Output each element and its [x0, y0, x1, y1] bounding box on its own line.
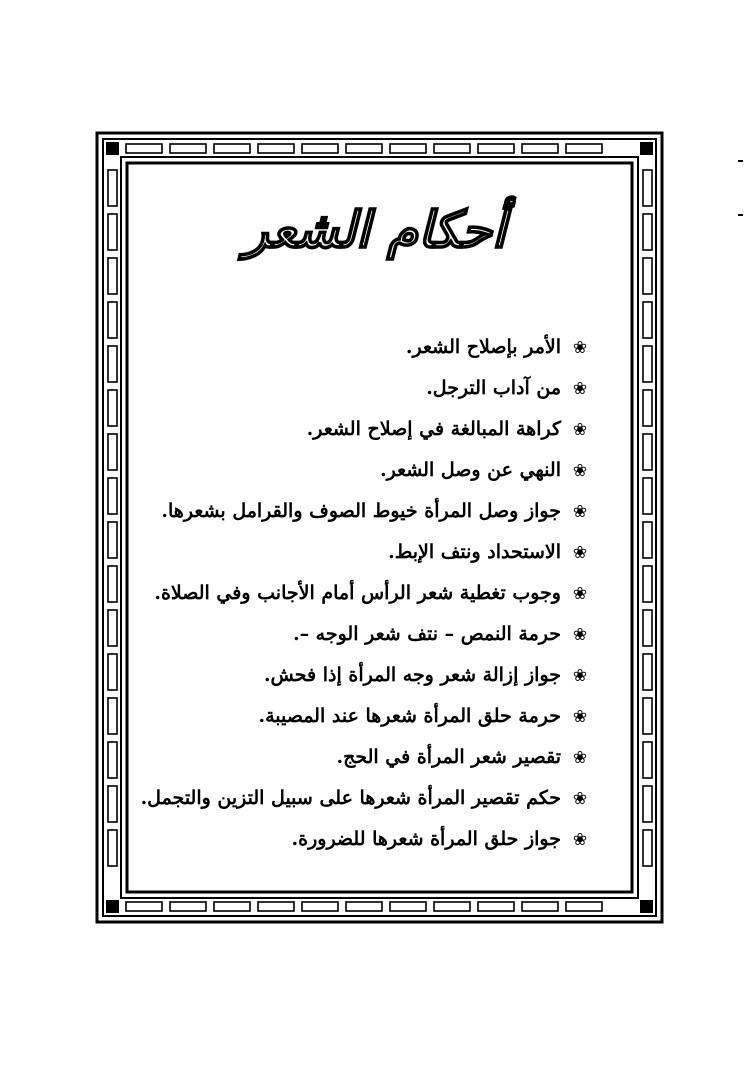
margin-mark: [738, 214, 743, 216]
flower-ornament-icon: ❀: [572, 420, 588, 440]
list-item-text: حرمة النمص – نتف شعر الوجه –.: [292, 623, 561, 645]
border-bar: [643, 346, 652, 382]
border-bar: [126, 902, 162, 911]
list-item: [140, 778, 591, 819]
border-corner: [640, 142, 653, 155]
border-bar: [566, 902, 602, 911]
list-item: [140, 573, 591, 614]
flower-ornament-icon: ❀: [572, 707, 588, 727]
flower-ornament-icon: ❀: [572, 584, 588, 604]
flower-ornament-icon: ❀: [572, 379, 588, 399]
flower-ornament-icon: ❀: [572, 830, 588, 850]
border-corner: [640, 900, 653, 913]
border-bar: [302, 144, 338, 153]
list-item-text: تقصير شعر المرأة في الحج.: [336, 746, 561, 768]
flower-ornament-icon: ❀: [572, 666, 588, 686]
list-item-text: كراهة المبالغة في إصلاح الشعر.: [306, 418, 561, 440]
border-bar: [643, 610, 652, 646]
border-bar: [643, 742, 652, 778]
border-bar: [108, 390, 117, 426]
border-bar: [302, 902, 338, 911]
border-bar: [108, 302, 117, 338]
list-item: [140, 532, 591, 573]
border-bar: [346, 902, 382, 911]
list-item-text: وجوب تغطية شعر الرأس أمام الأجانب وفي الصلاة.: [154, 582, 561, 604]
border-bar: [643, 478, 652, 514]
border-bar: [643, 214, 652, 250]
border-bar: [478, 902, 514, 911]
border-bar: [214, 902, 250, 911]
margin-mark: [738, 160, 743, 162]
list-item-text: جواز إزالة شعر وجه المرأة إذا فحش.: [263, 664, 561, 686]
border-bar: [522, 902, 558, 911]
border-bar: [108, 786, 117, 822]
border-bar: [390, 144, 426, 153]
border-bar: [108, 258, 117, 294]
border-bar: [643, 390, 652, 426]
list-item-text: النهي عن وصل الشعر.: [379, 459, 561, 481]
border-bar: [643, 302, 652, 338]
border-bar: [170, 144, 206, 153]
border-bar: [346, 144, 382, 153]
border-bar: [258, 144, 294, 153]
topics-list: [140, 327, 591, 860]
list-item: [140, 409, 591, 450]
border-bar: [643, 434, 652, 470]
border-bar: [108, 566, 117, 602]
list-item: [140, 614, 591, 655]
border-bar: [478, 144, 514, 153]
border-corner: [106, 900, 119, 913]
border-bar: [108, 830, 117, 866]
border-bar: [108, 434, 117, 470]
border-bar: [434, 902, 470, 911]
list-item-text: الأمر بإصلاح الشعر.: [405, 336, 561, 358]
border-bar: [258, 902, 294, 911]
flower-ornament-icon: ❀: [572, 789, 588, 809]
list-item-text: حكم تقصير المرأة شعرها على سبيل التزين والتجمل.: [140, 787, 561, 809]
border-bar: [108, 698, 117, 734]
list-item: [140, 491, 591, 532]
border-bar: [108, 214, 117, 250]
border-bar: [643, 258, 652, 294]
border-bar: [108, 170, 117, 206]
border-bar: [643, 654, 652, 690]
border-bar: [643, 698, 652, 734]
border-bar: [522, 144, 558, 153]
flower-ornament-icon: ❀: [572, 502, 588, 522]
page-title: أحكام الشعر: [244, 200, 506, 259]
flower-ornament-icon: ❀: [572, 543, 588, 563]
border-bar: [108, 610, 117, 646]
list-item-text: جواز حلق المرأة شعرها للضرورة.: [291, 828, 561, 850]
border-bar: [434, 144, 470, 153]
list-item: [140, 327, 591, 368]
border-bar: [643, 830, 652, 866]
border-bar: [643, 786, 652, 822]
flower-ornament-icon: ❀: [572, 748, 588, 768]
border-bar: [108, 654, 117, 690]
list-item: [140, 655, 591, 696]
list-item: [140, 819, 591, 860]
border-bar: [390, 902, 426, 911]
flower-ornament-icon: ❀: [572, 338, 588, 358]
border-bar: [643, 566, 652, 602]
list-item-text: الاستحداد ونتف الإبط.: [388, 541, 561, 563]
border-corner: [106, 142, 119, 155]
border-bar: [108, 522, 117, 558]
border-bar: [214, 144, 250, 153]
list-item: [140, 696, 591, 737]
list-item-text: حرمة حلق المرأة شعرها عند المصيبة.: [258, 705, 561, 727]
border-bar: [643, 170, 652, 206]
border-bar: [566, 144, 602, 153]
border-bar: [126, 144, 162, 153]
border-bar: [108, 478, 117, 514]
list-item-text: من آداب الترجل.: [426, 377, 561, 399]
flower-ornament-icon: ❀: [572, 625, 588, 645]
list-item-text: جواز وصل المرأة خيوط الصوف والقرامل بشعرها.: [161, 500, 561, 522]
border-bar: [108, 346, 117, 382]
border-bar: [643, 522, 652, 558]
border-bar: [170, 902, 206, 911]
list-item: [140, 737, 591, 778]
list-item: [140, 450, 591, 491]
border-bar: [108, 742, 117, 778]
flower-ornament-icon: ❀: [572, 461, 588, 481]
list-item: [140, 368, 591, 409]
